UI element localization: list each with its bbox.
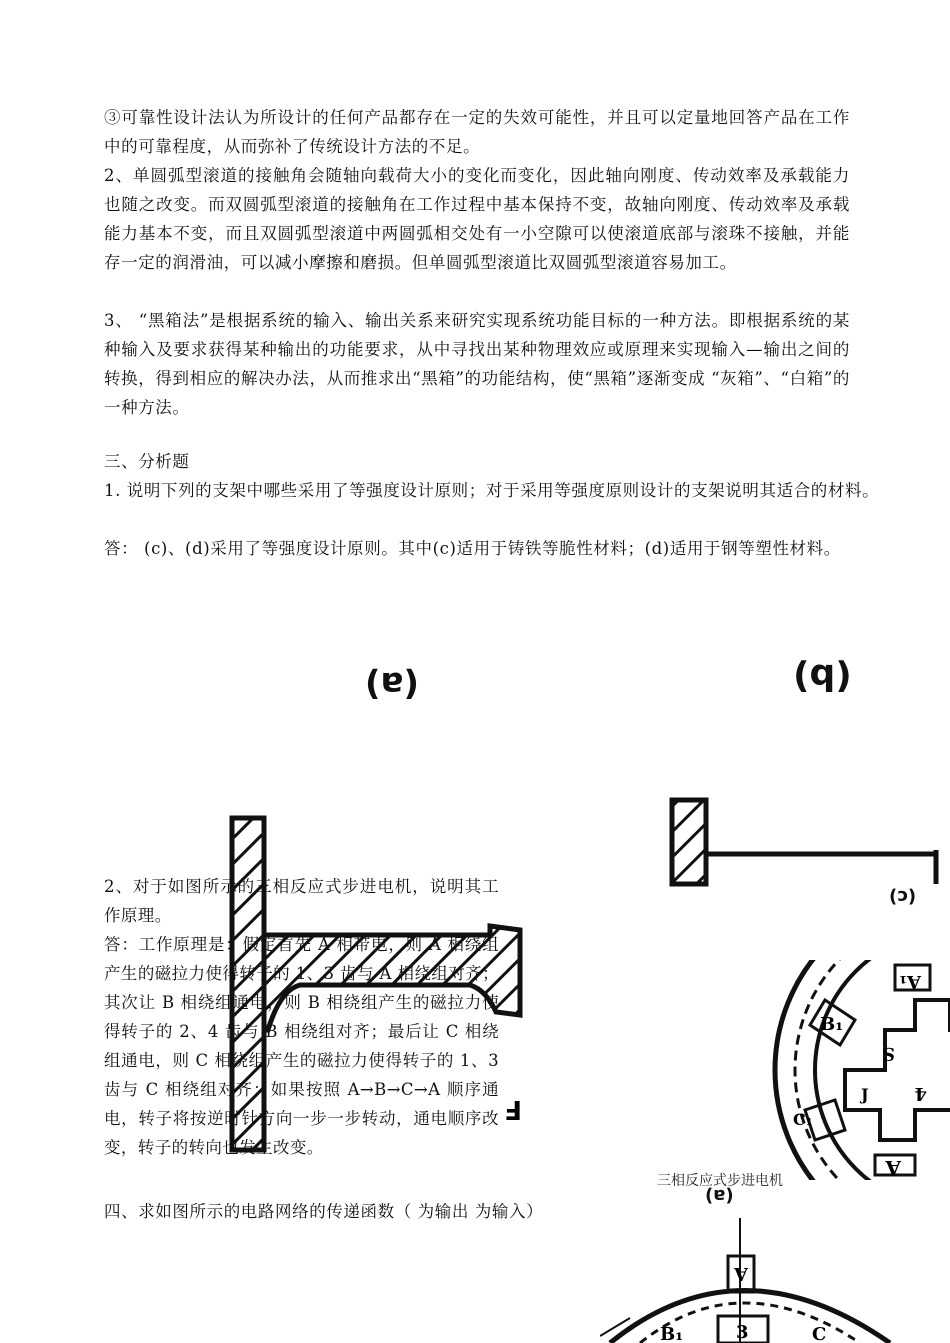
bracket-c-wall (672, 800, 706, 884)
motor-label-b1: B₁ (820, 1014, 844, 1035)
motor-label-c1: C₁ (793, 1110, 813, 1129)
question-1: 1. 说明下列的支架中哪些采用了等强度设计原则；对于采用等强度原则设计的支架说明其适合的材料。 (104, 481, 880, 500)
figure-label-a2: (a) (705, 1185, 734, 1206)
paragraph-raceway: 2、单圆弧型滚道的接触角会随轴向载荷大小的变化而变化，因此轴向刚度、传动效率及承载能力也随之改变。而双圆弧型滚道的接触角在工作过程中基本保持不变，故轴向刚度、传动效率及承载能力基本不变，而且双圆弧型滚道中两圆弧相交处有一小空隙可以使滚道底部与滚珠不接触，并能存一定的润滑油，可以减小摩擦和磨损。但单圆弧型滚道比双圆弧型滚道容易加工。 (104, 166, 850, 272)
motor-label-4: 4 (914, 1083, 927, 1104)
figure-label-c: (c) (889, 886, 917, 907)
motor-caption: 三相反应式步进电机 (657, 1173, 783, 1189)
motor2-label-c: C (812, 1324, 827, 1343)
paragraph-blackbox: 3、 “黑箱法”是根据系统的输入、输出关系来研究实现系统功能目标的一种方法。即根据系统的某种输入及要求获得某种输出的功能要求，从中寻找出某种物理效应或原理来实现输入—输出之间的转换，得到相应的解决办法，从而推求出“黑箱”的功能结构，使“黑箱”逐渐变成 “灰箱”、“白箱”的一种方法。 (104, 311, 850, 417)
answer-1: 答： (c)、(d)采用了等强度设计原则。其中(c)适用于铸铁等脆性材料；(d)适用于钢等塑性材料。 (104, 539, 841, 558)
paragraph-reliability: ③可靠性设计法认为所设计的任何产品都存在一定的失效可能性，并且可以定量地回答产品在工作中的可靠程度，从而弥补了传统设计方法的不足。 (104, 108, 850, 156)
motor2-label-3: 3 (736, 1322, 749, 1343)
motor-label-a: A (885, 1156, 901, 1180)
motor-label-j: J (861, 1085, 869, 1104)
motor-label-a1: A₁ (899, 971, 921, 992)
figure-label-a: (a) (365, 664, 420, 704)
question-2: 2、对于如图所示的三相反应式步进电机，说明其工作原理。 (104, 877, 499, 925)
bracket-a-mark: F (504, 1094, 522, 1124)
section3-heading: 三、分析题 (104, 452, 190, 471)
figure-label-b: (b) (793, 656, 852, 697)
motor-label-s: S (882, 1043, 895, 1064)
answer-2: 答：工作原理是：假定首先 A 相带电，则 A 相绕组产生的磁拉力使得转子的 1、3 齿与 A 相绕组对齐；其次让 B 相绕组通电，则 B 相绕组产生的磁拉力使得转子的 2、4 齿与 B 相绕组对齐；最后让 C 相绕组通电，则 C 相绕组产生的磁拉力使得转子的 1、3 齿与 C 相绕组对齐；如果按照 A→B→C→A 顺序通电，转子将按逆时针方向一步一步转动，通电顺序改变，转子的转向也发生改变。 (104, 935, 499, 1157)
motor2-label-a: A (734, 1263, 748, 1284)
section4-heading: 四、求如图所示的电路网络的传递函数（ 为输出 为输入） (104, 1202, 544, 1221)
motor2-label-b1: B₁ (660, 1324, 684, 1343)
